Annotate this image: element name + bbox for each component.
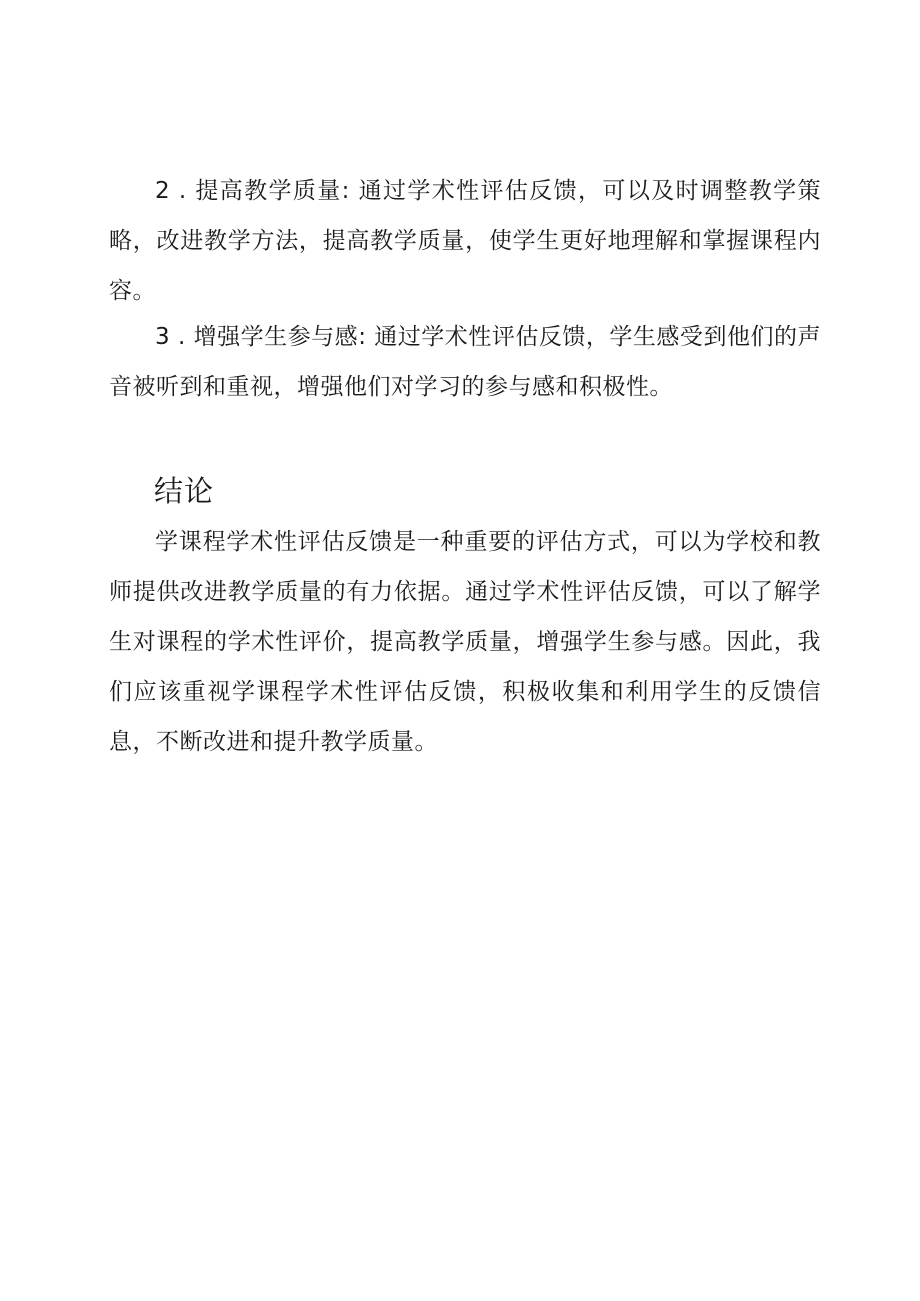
list-item-number: 3 — [155, 324, 171, 350]
list-item-2 — [109, 166, 821, 316]
list-item-text: . 增强学生参与感: 通过学术性评估反馈，学生感受到他们的声音被听到和重视，增强他们对学习的参与感和积极性。 — [109, 324, 821, 400]
conclusion-paragraph: 学课程学术性评估反馈是一种重要的评估方式，可以为学校和教师提供改进教学质量的有力依据。通过学术性评估反馈，可以了解学生对课程的学术性评价，提高教学质量，增强学生参与感。因此，我们应该重视学课程学术性评估反馈，积极收集和利用学生的反馈信息，不断改进和提升教学质量。 — [109, 529, 821, 755]
list-item-text: . 提高教学质量: 通过学术性评估反馈，可以及时调整教学策略，改进教学方法，提高教学质量，使学生更好地理解和掌握课程内容。 — [109, 178, 822, 304]
section-heading-conclusion: 结论 — [154, 474, 215, 508]
list-item-number: 2 — [155, 178, 171, 204]
list-item-3 — [109, 312, 821, 412]
